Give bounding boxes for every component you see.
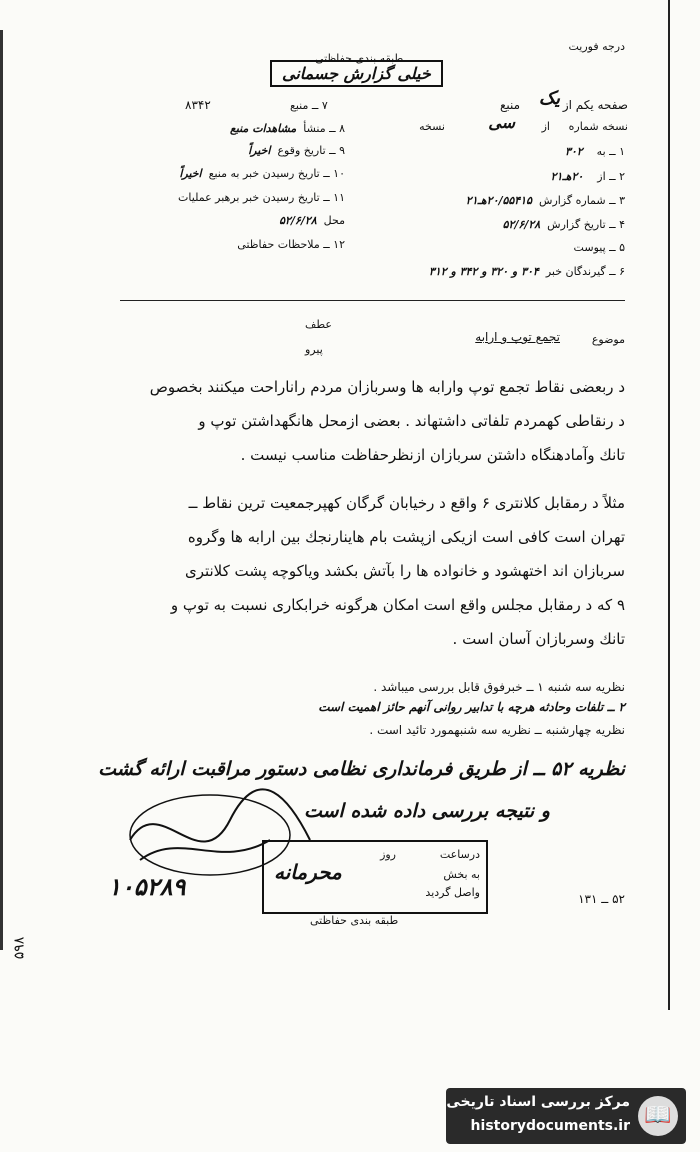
stamp-class-label: طبقه بندی حفاظتی	[310, 914, 399, 927]
side-number: ۵۹۸	[11, 936, 28, 960]
opinion-line-5: و نتیجه بررسی داده شده است	[303, 800, 550, 822]
left-field-received-source: ۱۰ ــ تاریخ رسیدن خبر به منبع اخیراً	[179, 167, 345, 180]
left-field-date: ۹ ــ تاریخ وقوع اخیراً	[248, 144, 345, 157]
page-label: صفحه یکم از	[562, 98, 628, 112]
right-field-from: ۲ ــ از ۲۰هـ۲۱	[550, 170, 625, 183]
right-field-to: ۱ ــ به ۳۰۲	[564, 145, 625, 158]
body-line-3: تانك وآمادهنگاه داشتن سربازان ازنظرحفاظت مناسب نیست .	[240, 446, 625, 464]
body-line-6: سربازان اند اختهشود و خانواده ها را بآتش بکشد ویاکوچه پشت کلانتری	[184, 562, 625, 580]
page-edge-left	[0, 30, 3, 950]
copy-hand: سی	[488, 113, 515, 132]
opinion-line-1: نظریه سه شنبه ۱ ــ خبرفوق قابل بررسی میباشد .	[373, 680, 625, 694]
top-number: ۸۳۴۲	[185, 98, 211, 112]
classification-top: طبقه بندی حفاظتی	[315, 52, 404, 65]
footer-logo	[446, 1088, 686, 1144]
left-field-received-ops: ۱۱ ــ تاریخ رسیدن خبر برهبر عملیات	[178, 191, 345, 204]
right-field-report-number: ۳ ــ شماره گزارش ۲۰/۵۵۴۱۵هـ۲۱	[465, 194, 625, 207]
right-field-attachment: ۵ ــ پیوست	[573, 241, 625, 254]
subject-label: موضوع	[591, 333, 625, 346]
source-label: منبع	[499, 98, 520, 112]
body-line-5: تهران است کافی است ازیکی ازپشت بام هاینارنجك بین ارابه ها وگروه	[187, 528, 625, 546]
body-line-7: ۹ که د رمقابل مجلس واقع است امکان هرگونه خرابکاری نسبت به توپ و	[170, 596, 625, 614]
margin-number: ۱۰۵۲۸۹	[108, 872, 186, 901]
classification-stamp: خیلی گزارش جسمانی	[270, 60, 443, 87]
stamp-class-value: محرمانه	[274, 860, 342, 884]
stamp-day-label: روز	[380, 848, 396, 861]
right-field-report-date: ۴ ــ تاریخ گزارش ۵۲/۶/۲۸	[502, 218, 625, 231]
source-number-label: ۷ ــ منبع	[290, 99, 328, 112]
copy-of: از	[541, 120, 550, 133]
subject-ref: عطف	[305, 318, 332, 331]
opinion-line-4: نظریه ۵۲ ــ از طریق فرمانداری نظامی دستور مراقبت ارائه گشت	[98, 758, 625, 780]
left-field-place: محل ۵۲/۶/۲۸	[279, 214, 345, 227]
body-line-8: تانك وسربازان آسان است .	[452, 630, 625, 648]
subject-follow: پیرو	[305, 343, 323, 356]
stamp-number-hand: ۵۲ ــ ۱۳۱	[578, 892, 625, 906]
footer-website: historydocuments.ir	[470, 1118, 630, 1134]
footer-org-name: مرکز بررسی اسناد تاریخی	[446, 1094, 630, 1110]
opinion-line-2: ۲ ــ تلفات وحادثه هرچه با تدابیر روانی آنهم حائز اهمیت است	[318, 700, 625, 714]
stamp-received-label: واصل گردید	[425, 886, 480, 899]
left-field-security-notes: ۱۲ ــ ملاحظات حفاظتی	[237, 238, 345, 251]
stamp-section-label: به بخش	[443, 868, 480, 881]
left-field-origin: ۸ ــ منشأ مشاهدات منبع	[229, 122, 345, 135]
copy-label: نسخه شماره	[568, 120, 628, 133]
subject-value: تجمع توپ و ارابه	[475, 330, 560, 344]
copies-label: نسخه	[419, 120, 445, 133]
stamp-date-label: درساعت	[439, 848, 480, 861]
receipt-stamp	[262, 840, 488, 914]
right-field-recipients: ۶ ــ گیرندگان خبر ۳۰۴ و ۳۲۰ و ۳۴۲ و ۳۱۲	[428, 265, 625, 278]
page-count-hand: یک	[538, 88, 560, 109]
page-edge-right	[668, 0, 670, 1010]
body-line-2: د رنقاطی کهمردم تلفاتی داشتهاند . بعضی ازمحل هانگهداشتن توپ و	[198, 412, 625, 430]
header-divider	[120, 300, 625, 301]
body-line-1: د ربعضی نقاط تجمع توپ وارابه ها وسربازان مردم راناراحت میکنند بخصوص	[149, 378, 625, 396]
book-icon: 📖	[638, 1096, 678, 1136]
body-line-4: مثلاً د رمقابل کلانتری ۶ واقع د رخیابان گرگان کهپرجمعیت ترین نقاط ــ	[188, 494, 625, 512]
opinion-line-3: نظریه چهارشنبه ــ نظریه سه شنبهمورد تائید است .	[369, 723, 625, 737]
urgency-label: درجه فوریت	[568, 40, 625, 53]
